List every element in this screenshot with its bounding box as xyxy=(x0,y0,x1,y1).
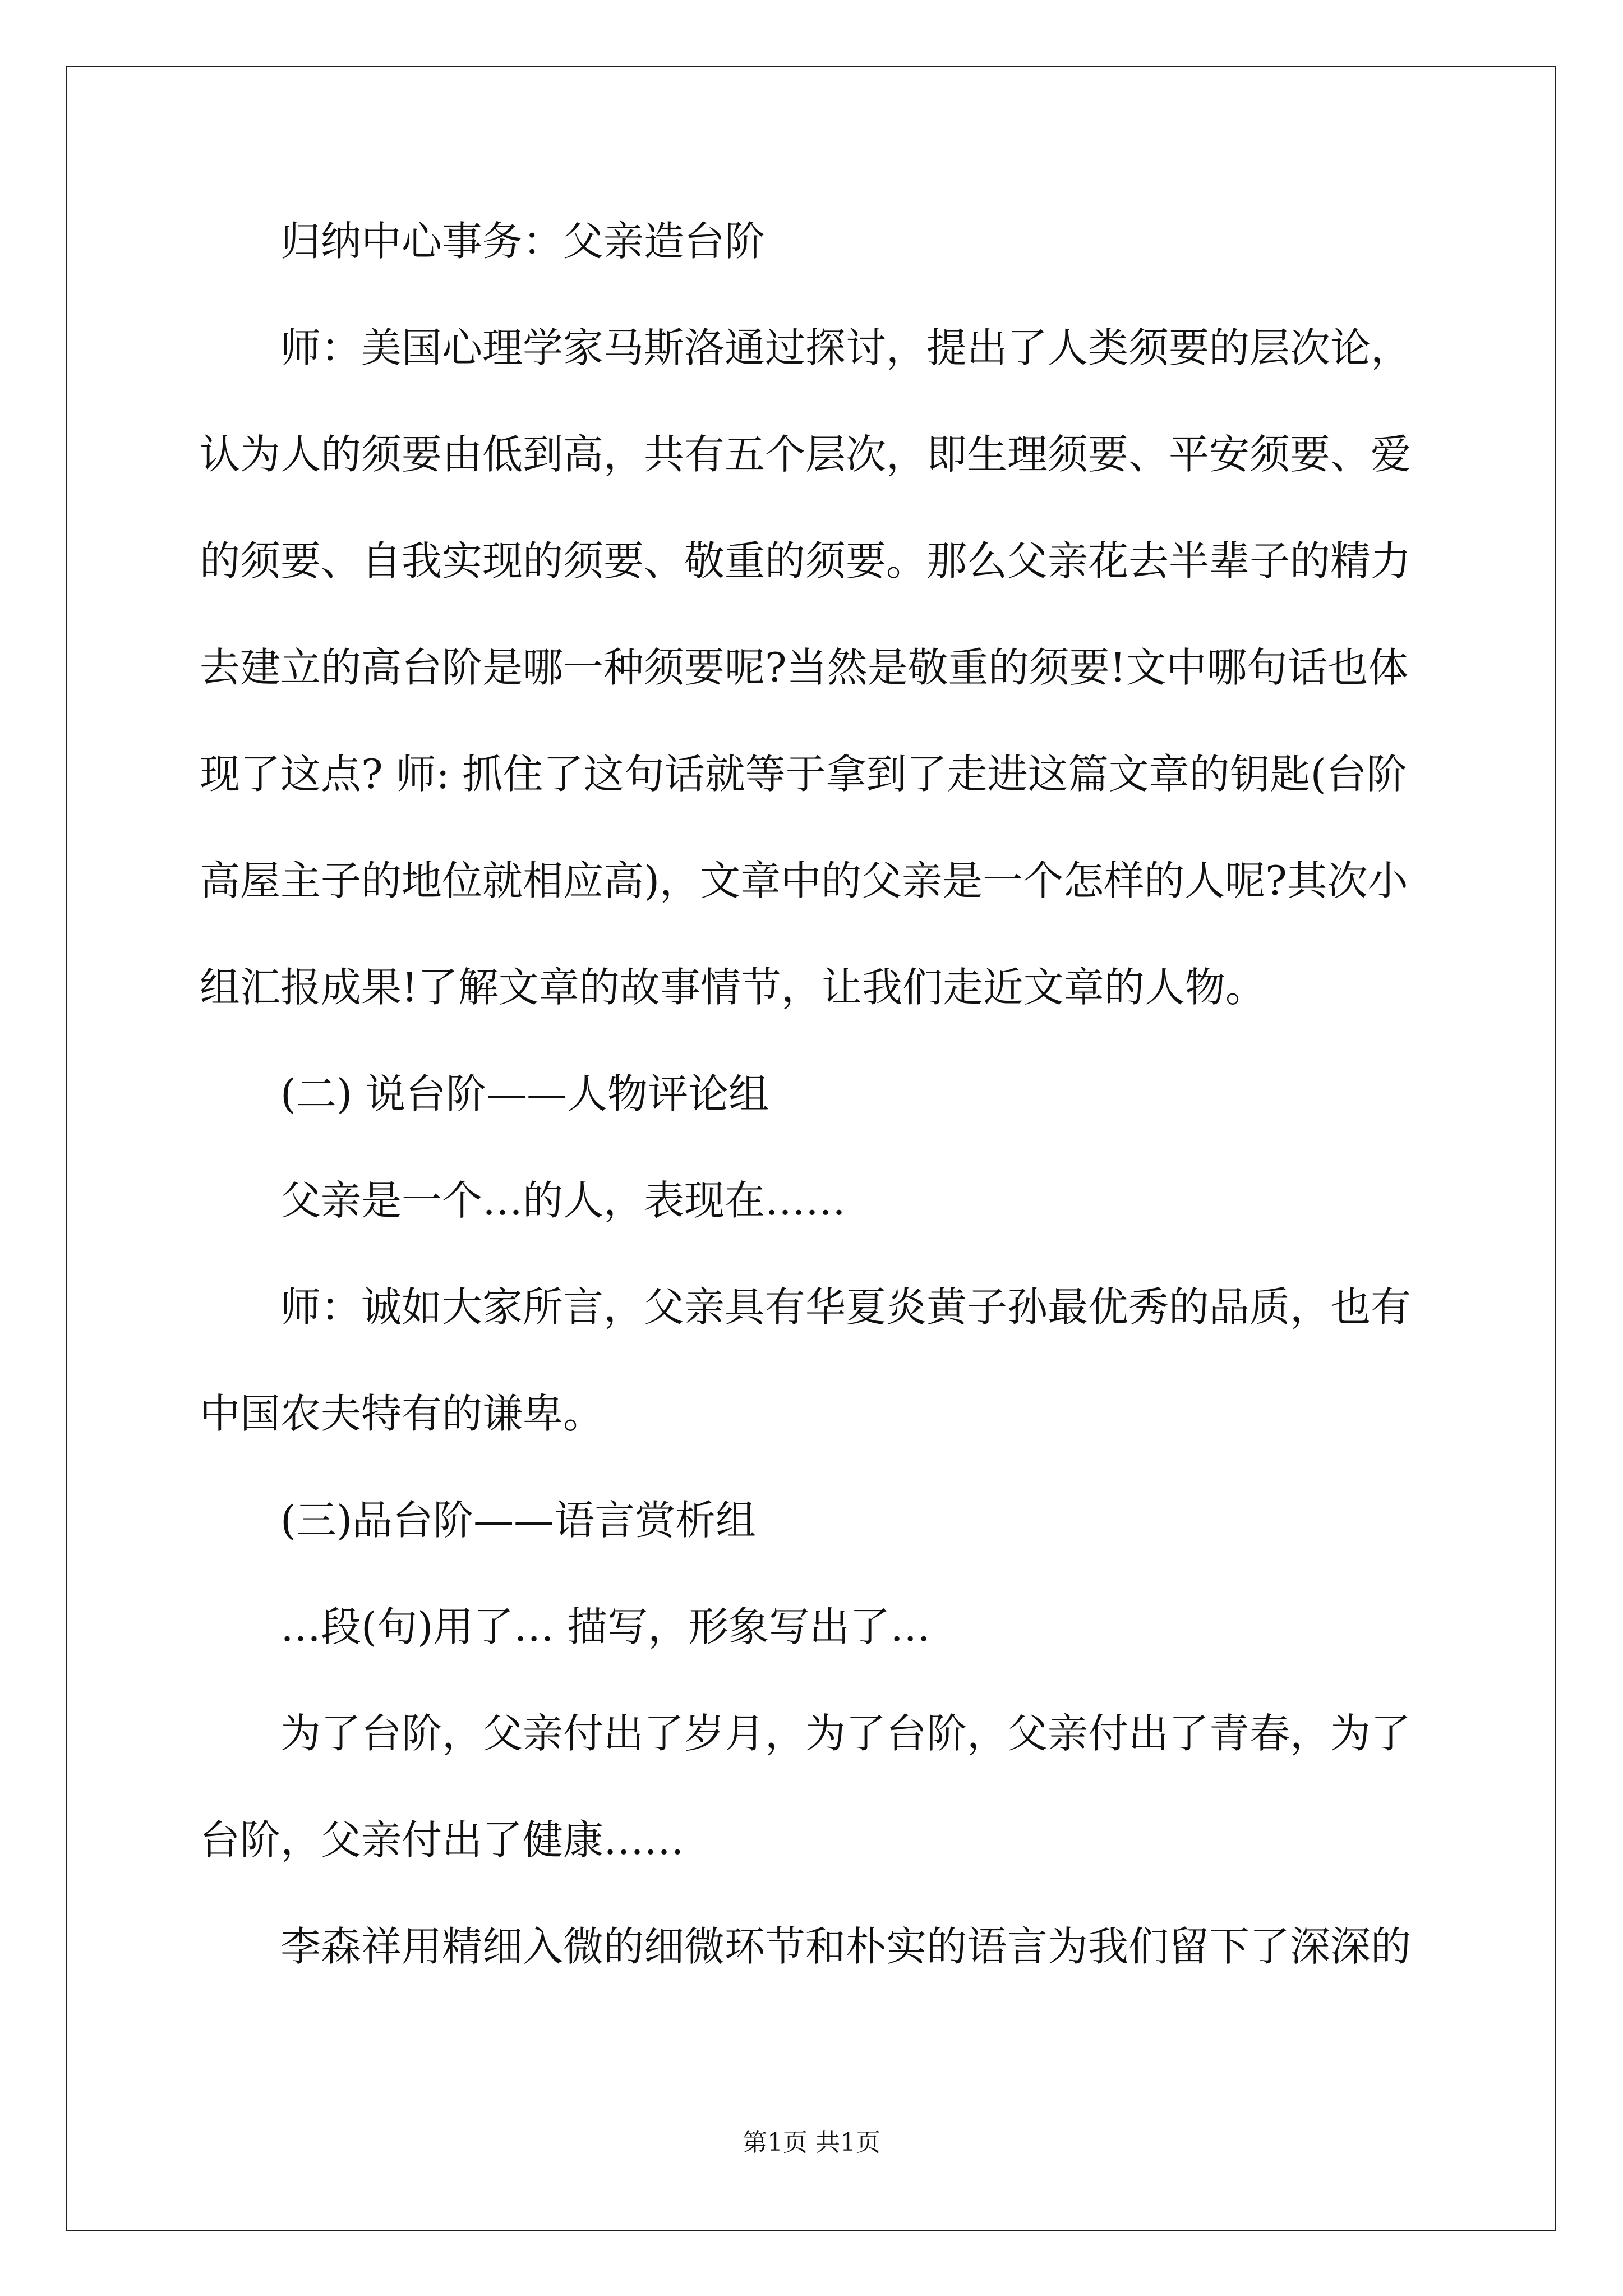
text-line: 父亲是一个…的人，表现在…… xyxy=(280,1177,846,1224)
text-line: 高屋主子的地位就相应高)，文章中的父亲是一个怎样的人呢?其次小 xyxy=(200,857,1408,904)
text-line: 师：美国心理学家马斯洛通过探讨，提出了人类须要的层次论， xyxy=(280,324,1412,371)
text-line: …段(句)用了… 描写，形象写出了… xyxy=(280,1603,931,1650)
text-line: 去建立的高台阶是哪一种须要呢?当然是敬重的须要!文中哪句话也体 xyxy=(200,644,1409,691)
text-line: 台阶，父亲付出了健康…… xyxy=(200,1816,685,1864)
text-line: 的须要、自我实现的须要、敬重的须要。那么父亲花去半辈子的精力 xyxy=(200,537,1412,585)
text-line: 组汇报成果!了解文章的故事情节，让我们走近文章的人物。 xyxy=(200,964,1266,1011)
page-border xyxy=(66,66,1556,2231)
text-line: 归纳中心事务：父亲造台阶 xyxy=(280,218,766,265)
text-line: 现了这点? 师: 抓住了这句话就等于拿到了走进这篇文章的钥匙(台阶 xyxy=(200,751,1407,798)
text-line: 师：诚如大家所言，父亲具有华夏炎黄子孙最优秀的品质，也有 xyxy=(280,1283,1412,1331)
text-line: 认为人的须要由低到高，共有五个层次，即生理须要、平安须要、爱 xyxy=(200,431,1412,478)
text-line: 李森祥用精细入微的细微环节和朴实的语言为我们留下了深深的 xyxy=(280,1923,1412,1970)
section-heading: (二) 说台阶——人物评论组 xyxy=(280,1070,769,1117)
page-footer: 第1页 共1页 xyxy=(743,2128,880,2157)
text-line: 为了台阶，父亲付出了岁月，为了台阶，父亲付出了青春，为了 xyxy=(280,1710,1412,1757)
section-heading: (三)品台阶——语言赏析组 xyxy=(280,1497,757,1544)
text-line: 中国农夫特有的谦卑。 xyxy=(200,1390,604,1437)
